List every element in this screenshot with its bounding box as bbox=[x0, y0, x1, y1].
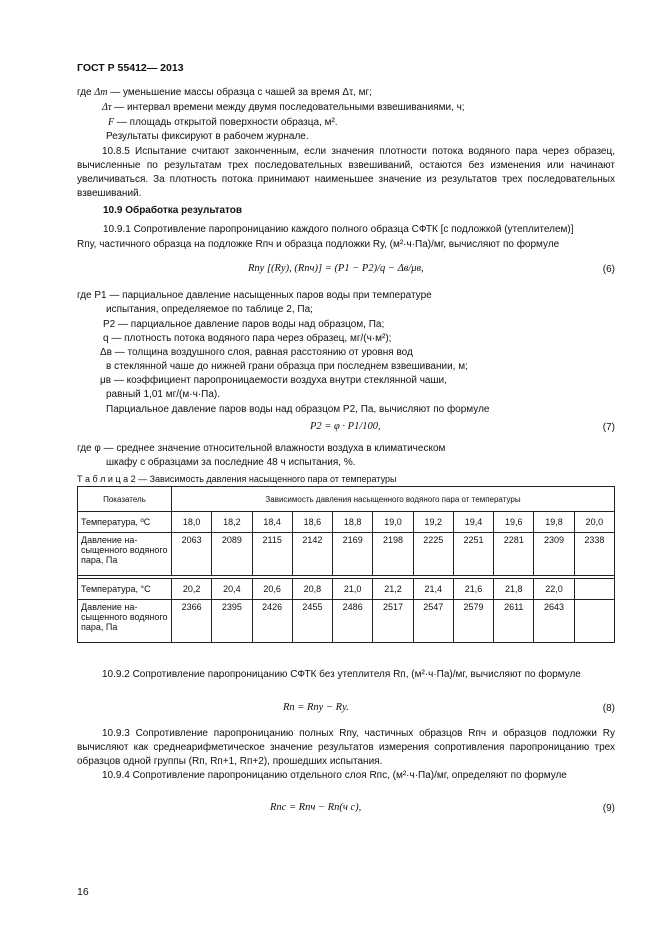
section-heading-10-9: 10.9 Обработка результатов bbox=[103, 205, 243, 216]
table-header-indicator: Показатель bbox=[78, 487, 172, 512]
def-phi-cont: шкафу с образцами за последние 48 ч испытания, %. bbox=[106, 457, 356, 468]
def-p2: P2 — парциальное давление паров воды над образцом, Па; bbox=[103, 319, 385, 330]
table-cell bbox=[574, 600, 614, 643]
table-cell: 19,2 bbox=[413, 512, 453, 533]
paragraph-10-9-4: 10.9.4 Сопротивление паропроницанию отдельного слоя Rпс, (м²·ч·Па)/мг, определяют по формуле bbox=[102, 770, 567, 781]
table-cell: 21,0 bbox=[333, 579, 373, 600]
def-dm: где Δm — уменьшение массы образца с чашей за время Δτ, мг; bbox=[77, 87, 372, 98]
table-cell: 2198 bbox=[373, 533, 413, 576]
table-cell: 2251 bbox=[453, 533, 493, 576]
table-cell: 2579 bbox=[453, 600, 493, 643]
def-phi: где φ — среднее значение относительной влажности воздуха в климатическом bbox=[77, 443, 446, 454]
formula-7-number: (7) bbox=[602, 422, 615, 433]
results-note: Результаты фиксируют в рабочем журнале. bbox=[106, 131, 309, 142]
table-cell: 21,2 bbox=[373, 579, 413, 600]
p2-intro: Парциальное давление паров воды над образцом P2, Па, вычисляют по формуле bbox=[106, 404, 490, 415]
formula-8: Rп = Rпу − Rу. bbox=[283, 702, 349, 713]
table-cell: 2426 bbox=[252, 600, 292, 643]
def-dtau: Δτ — интервал времени между двумя последовательными взвешиваниями, ч; bbox=[102, 102, 465, 113]
page-number: 16 bbox=[77, 886, 89, 898]
formula-8-number: (8) bbox=[602, 703, 615, 714]
def-delta-v-cont: в стеклянной чаше до нижней грани образца при последнем взвешивании, м; bbox=[106, 361, 468, 372]
table-cell: 21,6 bbox=[453, 579, 493, 600]
table-cell: 20,8 bbox=[292, 579, 332, 600]
table-cell: 2089 bbox=[212, 533, 252, 576]
table-cell: 2366 bbox=[172, 600, 212, 643]
table-cell: 20,4 bbox=[212, 579, 252, 600]
table-cell: 18,2 bbox=[212, 512, 252, 533]
table-cell: 20,2 bbox=[172, 579, 212, 600]
table-cell: 2142 bbox=[292, 533, 332, 576]
table-cell: 22,0 bbox=[534, 579, 574, 600]
table-cell bbox=[574, 579, 614, 600]
paragraph-10-9-2: 10.9.2 Сопротивление паропроницанию СФТК без утеплителя Rп, (м²·ч·Па)/мг, вычисляют по формуле bbox=[102, 669, 581, 680]
table-cell: 20,6 bbox=[252, 579, 292, 600]
table-cell: 18,4 bbox=[252, 512, 292, 533]
table-cell-label: Температура, ºС bbox=[78, 512, 172, 533]
table-cell: 2611 bbox=[494, 600, 534, 643]
table-header-dependency: Зависимость давления насыщенного водяного пара от температуры bbox=[172, 487, 615, 512]
table-cell: 18,6 bbox=[292, 512, 332, 533]
table-cell-label: Давление на-сыщенного водяного пара, Па bbox=[78, 533, 172, 576]
def-mu-v: μв — коэффициент паропроницаемости воздуха внутри стеклянной чаши, bbox=[100, 375, 447, 386]
pressure-table bbox=[77, 486, 615, 643]
table-row-temp-2 bbox=[78, 579, 615, 600]
table-caption: Т а б л и ц а 2 — Зависимость давления насыщенного пара от температуры bbox=[77, 474, 397, 484]
table-cell: 19,0 bbox=[373, 512, 413, 533]
table-cell: 19,8 bbox=[534, 512, 574, 533]
table-cell: 2486 bbox=[333, 600, 373, 643]
table-row-pressure-2 bbox=[78, 600, 615, 643]
table-cell: 2281 bbox=[494, 533, 534, 576]
def-q: q — плотность потока водяного пара через образец, мг/(ч·м²); bbox=[103, 333, 392, 344]
table-row-pressure-1 bbox=[78, 533, 615, 576]
table-cell: 2063 bbox=[172, 533, 212, 576]
table-cell: 2395 bbox=[212, 600, 252, 643]
def-p1-cont: испытания, определяемое по таблице 2, Па; bbox=[106, 304, 313, 315]
paragraph-10-9-1-a: 10.9.1 Сопротивление паропроницанию каждого полного образца СФТК [с подложкой (утеплителем)] bbox=[103, 224, 574, 235]
formula-9: Rпс = Rпч − Rп(ч с), bbox=[270, 802, 362, 813]
table-cell: 2643 bbox=[534, 600, 574, 643]
paragraph-10-9-3: 10.9.3 Сопротивление паропроницанию полных Rпу, частичных образцов Rпч и образцов подложки Rу вычисляют как среднеарифметическое значение результатов измерения сопротивления паропроницанию трех образцов одной группы (Rп, Rп+1, Rп+2), прошедших испытания. bbox=[77, 728, 615, 767]
table-cell: 18,0 bbox=[172, 512, 212, 533]
table-cell: 18,8 bbox=[333, 512, 373, 533]
table-cell: 21,4 bbox=[413, 579, 453, 600]
table-cell: 21,8 bbox=[494, 579, 534, 600]
formula-7: P2 = φ · P1/100, bbox=[310, 421, 381, 432]
table-cell: 20,0 bbox=[574, 512, 614, 533]
paragraph-10-8-5: 10.8.5 Испытание считают законченным, если значения плотности потока водяного пара через образец, вычисленные по результатам трех последовательных взвешиваний, остаются без изменения или начинают увеличиваться. За плотность потока принимают наименьшее значение из результатов трех последовательных взвешиваний. bbox=[77, 146, 615, 199]
table-cell-label: Температура, °С bbox=[78, 579, 172, 600]
def-f: F — площадь открытой поверхности образца, м². bbox=[108, 117, 338, 128]
table-cell: 2338 bbox=[574, 533, 614, 576]
formula-6: Rпу [(Rу), (Rпч)] = (P1 − P2)/q − Δв/μв, bbox=[248, 263, 424, 274]
formula-9-number: (9) bbox=[602, 803, 615, 814]
document-header: ГОСТ Р 55412— 2013 bbox=[77, 62, 184, 74]
table-cell: 2115 bbox=[252, 533, 292, 576]
table-cell: 19,4 bbox=[453, 512, 493, 533]
formula-6-number: (6) bbox=[602, 264, 615, 275]
table-cell: 2169 bbox=[333, 533, 373, 576]
table-row-temp-1 bbox=[78, 512, 615, 533]
table-cell-label: Давление на-сыщенного водяного пара, Па bbox=[78, 600, 172, 643]
table-cell: 2455 bbox=[292, 600, 332, 643]
def-mu-v-cont: равный 1,01 мг/(м·ч·Па). bbox=[106, 389, 220, 400]
def-p1: где P1 — парциальное давление насыщенных паров воды при температуре bbox=[77, 290, 432, 301]
table-cell: 2517 bbox=[373, 600, 413, 643]
paragraph-10-9-1-b: Rпу, частичного образца на подложке Rпч и образца подложки Rу, (м²·ч·Па)/мг, вычисляют по формуле bbox=[77, 239, 560, 250]
def-delta-v: Δв — толщина воздушного слоя, равная расстоянию от уровня вод bbox=[100, 347, 413, 358]
table-cell: 19,6 bbox=[494, 512, 534, 533]
table-cell: 2547 bbox=[413, 600, 453, 643]
table-cell: 2225 bbox=[413, 533, 453, 576]
table-cell: 2309 bbox=[534, 533, 574, 576]
